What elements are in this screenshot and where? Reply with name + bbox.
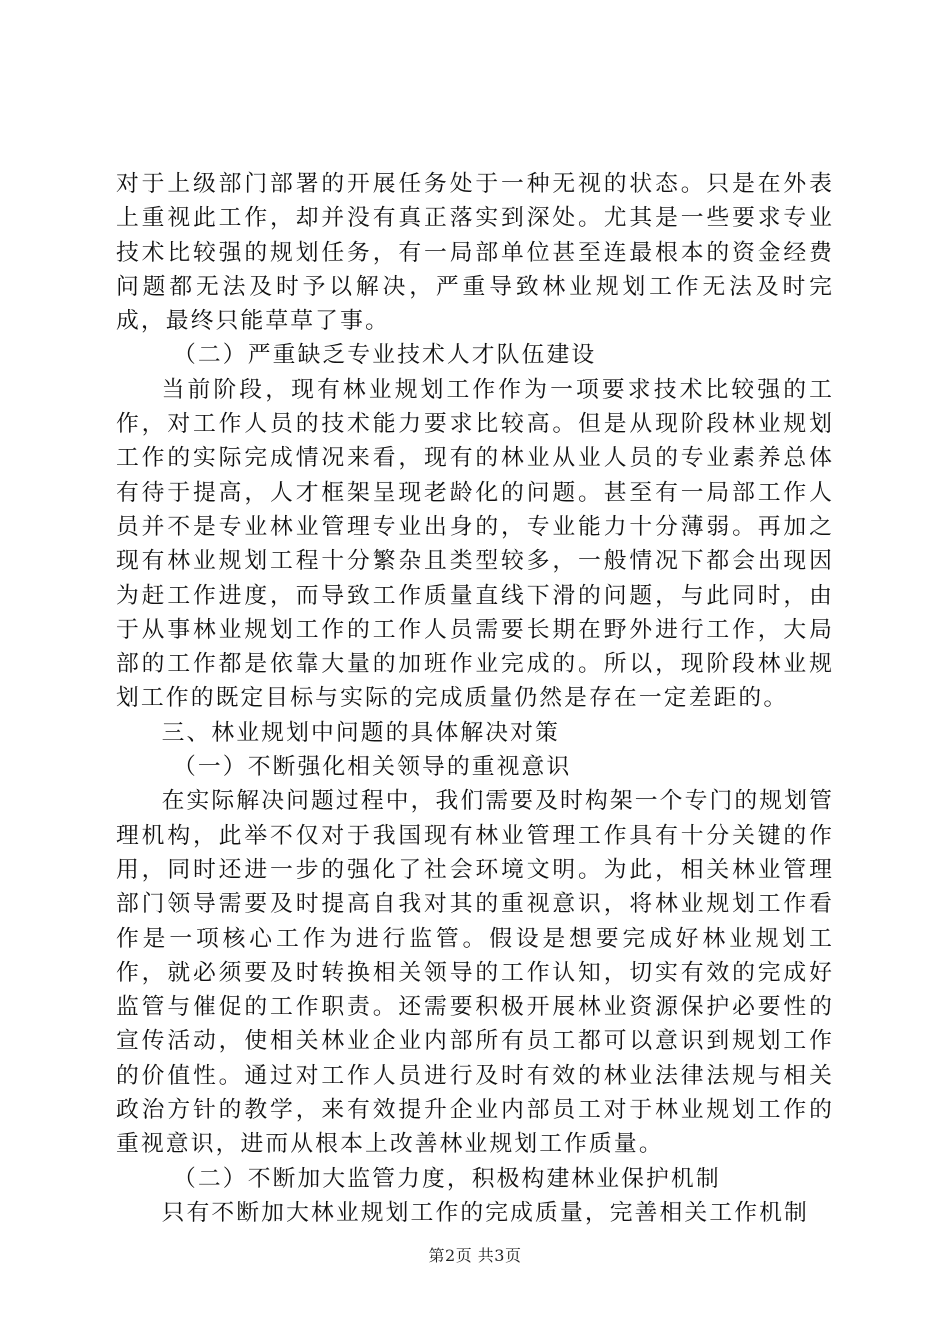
paragraph-continuation: 对于上级部门部署的开展任务处于一种无视的状态。只是在外表上重视此工作，却并没有真正落实到深处。尤其是一些要求专业技术比较强的规划任务，有一局部单位甚至连最根本的资金经费问题都无法及时予以解决，严重导致林业规划工作无法及时完成，最终只能草草了事。 xyxy=(116,171,834,335)
paragraph-talent-shortage: 当前阶段，现有林业规划工作作为一项要求技术比较强的工作，对工作人员的技术能力要求比较高。但是从现阶段林业规划工作的实际完成情况来看，现有的林业从业人员的专业素养总体有待于提高，人才框架呈现老龄化的问题。甚至有一局部工作人员并不是专业林业管理专业出身的，专业能力十分薄弱。再加之现有林业规划工程十分繁杂且类型较多，一般情况下都会出现因为赶工作进度，而导致工作质量直线下滑的问题，与此同时，由于从事林业规划工作的工作人员需要长期在野外进行工作，大局部的工作都是依靠大量的加班作业完成的。所以，现阶段林业规划工作的既定目标与实际的完成质量仍然是存在一定差距的。 xyxy=(116,376,834,712)
subheading-supervision: （二）不断加大监管力度，积极构建林业保护机制 xyxy=(173,1165,721,1192)
paragraph-leadership: 在实际解决问题过程中，我们需要及时构架一个专门的规划管理机构，此举不仅对于我国现有林业管理工作具有十分关键的作用，同时还进一步的强化了社会环境文明。为此，相关林业管理部门领导需要及时提高自我对其的重视意识，将林业规划工作看作是一项核心工作为进行监管。假设是想要完成好林业规划工作，就必须要及时转换相关领导的工作认知，切实有效的完成好监管与催促的工作职责。还需要积极开展林业资源保护必要性的宣传活动，使相关林业企业内部所有员工都可以意识到规划工作的价值性。通过对工作人员进行及时有效的林业法律法规与相关政治方针的教学，来有效提升企业内部员工对于林业规划工作的重视意识，进而从根本上改善林业规划工作质量。 xyxy=(116,788,834,1158)
section-heading-solutions: 三、林业规划中问题的具体解决对策 xyxy=(161,719,560,746)
document-body xyxy=(116,167,834,1230)
subheading-leadership: （一）不断强化相关领导的重视意识 xyxy=(173,754,572,781)
paragraph-supervision: 只有不断加大林业规划工作的完成质量，完善相关工作机制 xyxy=(161,1199,809,1226)
page-footer: 第2页 共3页 xyxy=(428,1246,522,1265)
subheading-talent-shortage: （二）严重缺乏专业技术人才队伍建设 xyxy=(173,342,597,369)
